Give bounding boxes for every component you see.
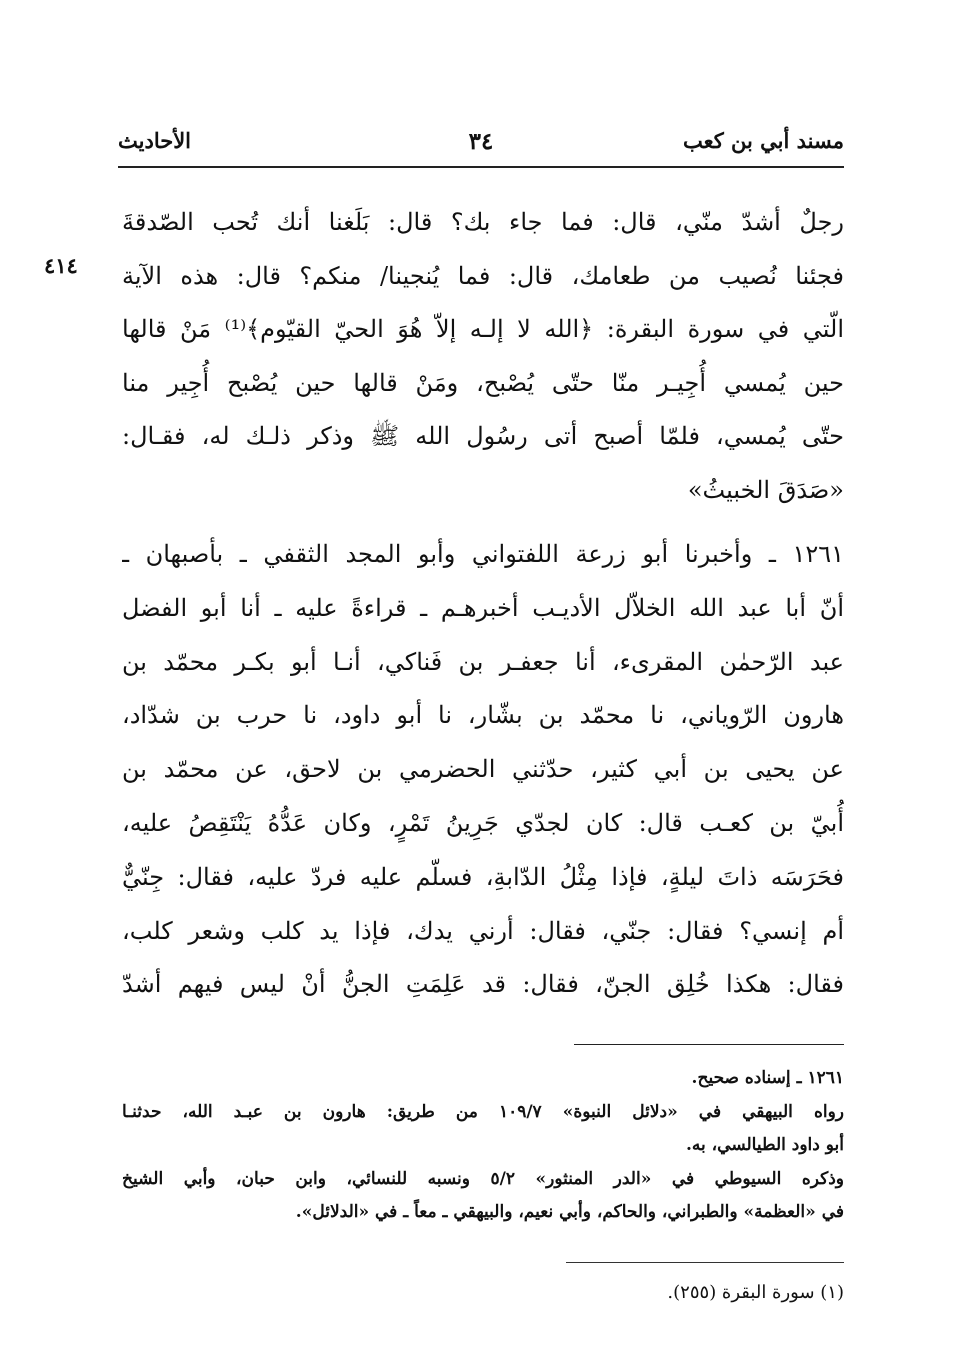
note-line: أبو داود الطيالسي، به.: [686, 1135, 844, 1155]
hadith-line: فحَرَسَه ذاتَ ليلةٍ، فإذا مِثْلُ الدّابةِ، فسلّم عليه فردّ عليه، فقال: جِنّيٌّ: [122, 862, 844, 891]
note-line: وذكره السيوطي في «الدر المنثور» ٥/٢ ونسبه للنسائي، وابن حبان، وأبي الشيخ: [122, 1168, 844, 1189]
header-divider: [118, 166, 844, 168]
section-title: الأحاديث: [118, 128, 192, 153]
hadith-line: هارون الرّوياني، نا محمّد بن بشّار، نا أبو داود، نا حرب بن شدّاد،: [122, 701, 844, 730]
hadith-line: أنّ أبا عبد الله الخلاّل الأديـب أخبرهـم ـ قراءةً عليه ـ أنا أبو الفضل: [122, 593, 844, 622]
hadith-line: ١٢٦١ ـ وأخبرنا أبو زرعة اللفتواني وأبو المجد الثقفي ـ بأصبهان ـ: [122, 540, 844, 568]
hadith-1261: [122, 528, 844, 1012]
text-line: رجلٌ أشدّ منّي، قال: فما جاء بك؟ قال: بَلَغنا أنك تُحب الصّدقةَ: [122, 208, 844, 236]
text-line: الّتي في سورة البقرة: ﴿الله لا إلـه إلاّ هُوَ الحيّ القيّوم﴾⁽¹⁾ مَنْ قالها: [122, 315, 844, 344]
takhrij-notes: [122, 1062, 844, 1230]
hadith-line: فقال: هكذا خُلِق الجنّ، فقال: قد عَلِمَتِ الجنُّ أنْ ليس فيهم أشدّ: [122, 970, 844, 999]
text-line: حين يُمسي أُجِيـر منّا حتّى يُصْبح، ومَنْ قالها حين يُصْبح أُجِير منا: [122, 368, 844, 397]
notes-divider: [574, 1044, 844, 1045]
note-line: ١٢٦١ ـ إسناده صحيح.: [691, 1068, 844, 1088]
note-line: رواه البيهقي في «دلائل النبوة» ١٠٩/٧ من طريق: هارون بن عبـد الله، حدثنـا: [122, 1101, 844, 1122]
hadith-line: أُبيّ بن كعـب قال: كان لجدّي جَرِينُ تَمْرٍ، وكان عَدُّهُ يَنْتَقِصُ عليه،: [122, 808, 844, 837]
text-line: فجئنا نُصيب من طعامك، قال: فما يُنجينا/ منكم؟ قال: هذه الآية: [122, 261, 844, 290]
text-line: حتّى يُمسي، فلمّا أصبح أتى رسُول الله ﷺ وذكر ذلـك له، فقـال:: [122, 422, 844, 451]
hadith-line: عبد الرّحمٰن المقرىء، أنا جعفـر بن فَناكي، أنـا أبو بكـر محمّد بن: [122, 647, 844, 676]
footnote-divider: [566, 1262, 844, 1263]
footnote: (١) سورة البقرة (٢٥٥).: [667, 1282, 844, 1303]
page-header: [118, 128, 844, 168]
note-line: في «العظمة» والطبراني، والحاكم، وأبي نعيم، والبيهقي ـ معاً ـ في «الدلائل».: [295, 1202, 844, 1222]
continued-hadith-text: [122, 196, 844, 518]
hadith-line: أم إنسي؟ فقال: جنّي، فقال: أرني يدك، فإذا يد كلب وشعر كلب،: [122, 916, 844, 945]
text-line: «صَدَقَ الخبيثُ»: [687, 475, 844, 504]
hadith-line: عن يحيى بن أبي كثير، حدّثني الحضرمي بن لاحق، عن محمّد بن: [122, 755, 844, 784]
page-number: ٣٤: [468, 128, 494, 155]
book-title: مسند أبي بن كعب: [682, 128, 844, 153]
margin-page-reference: ٤١٤: [44, 253, 78, 278]
